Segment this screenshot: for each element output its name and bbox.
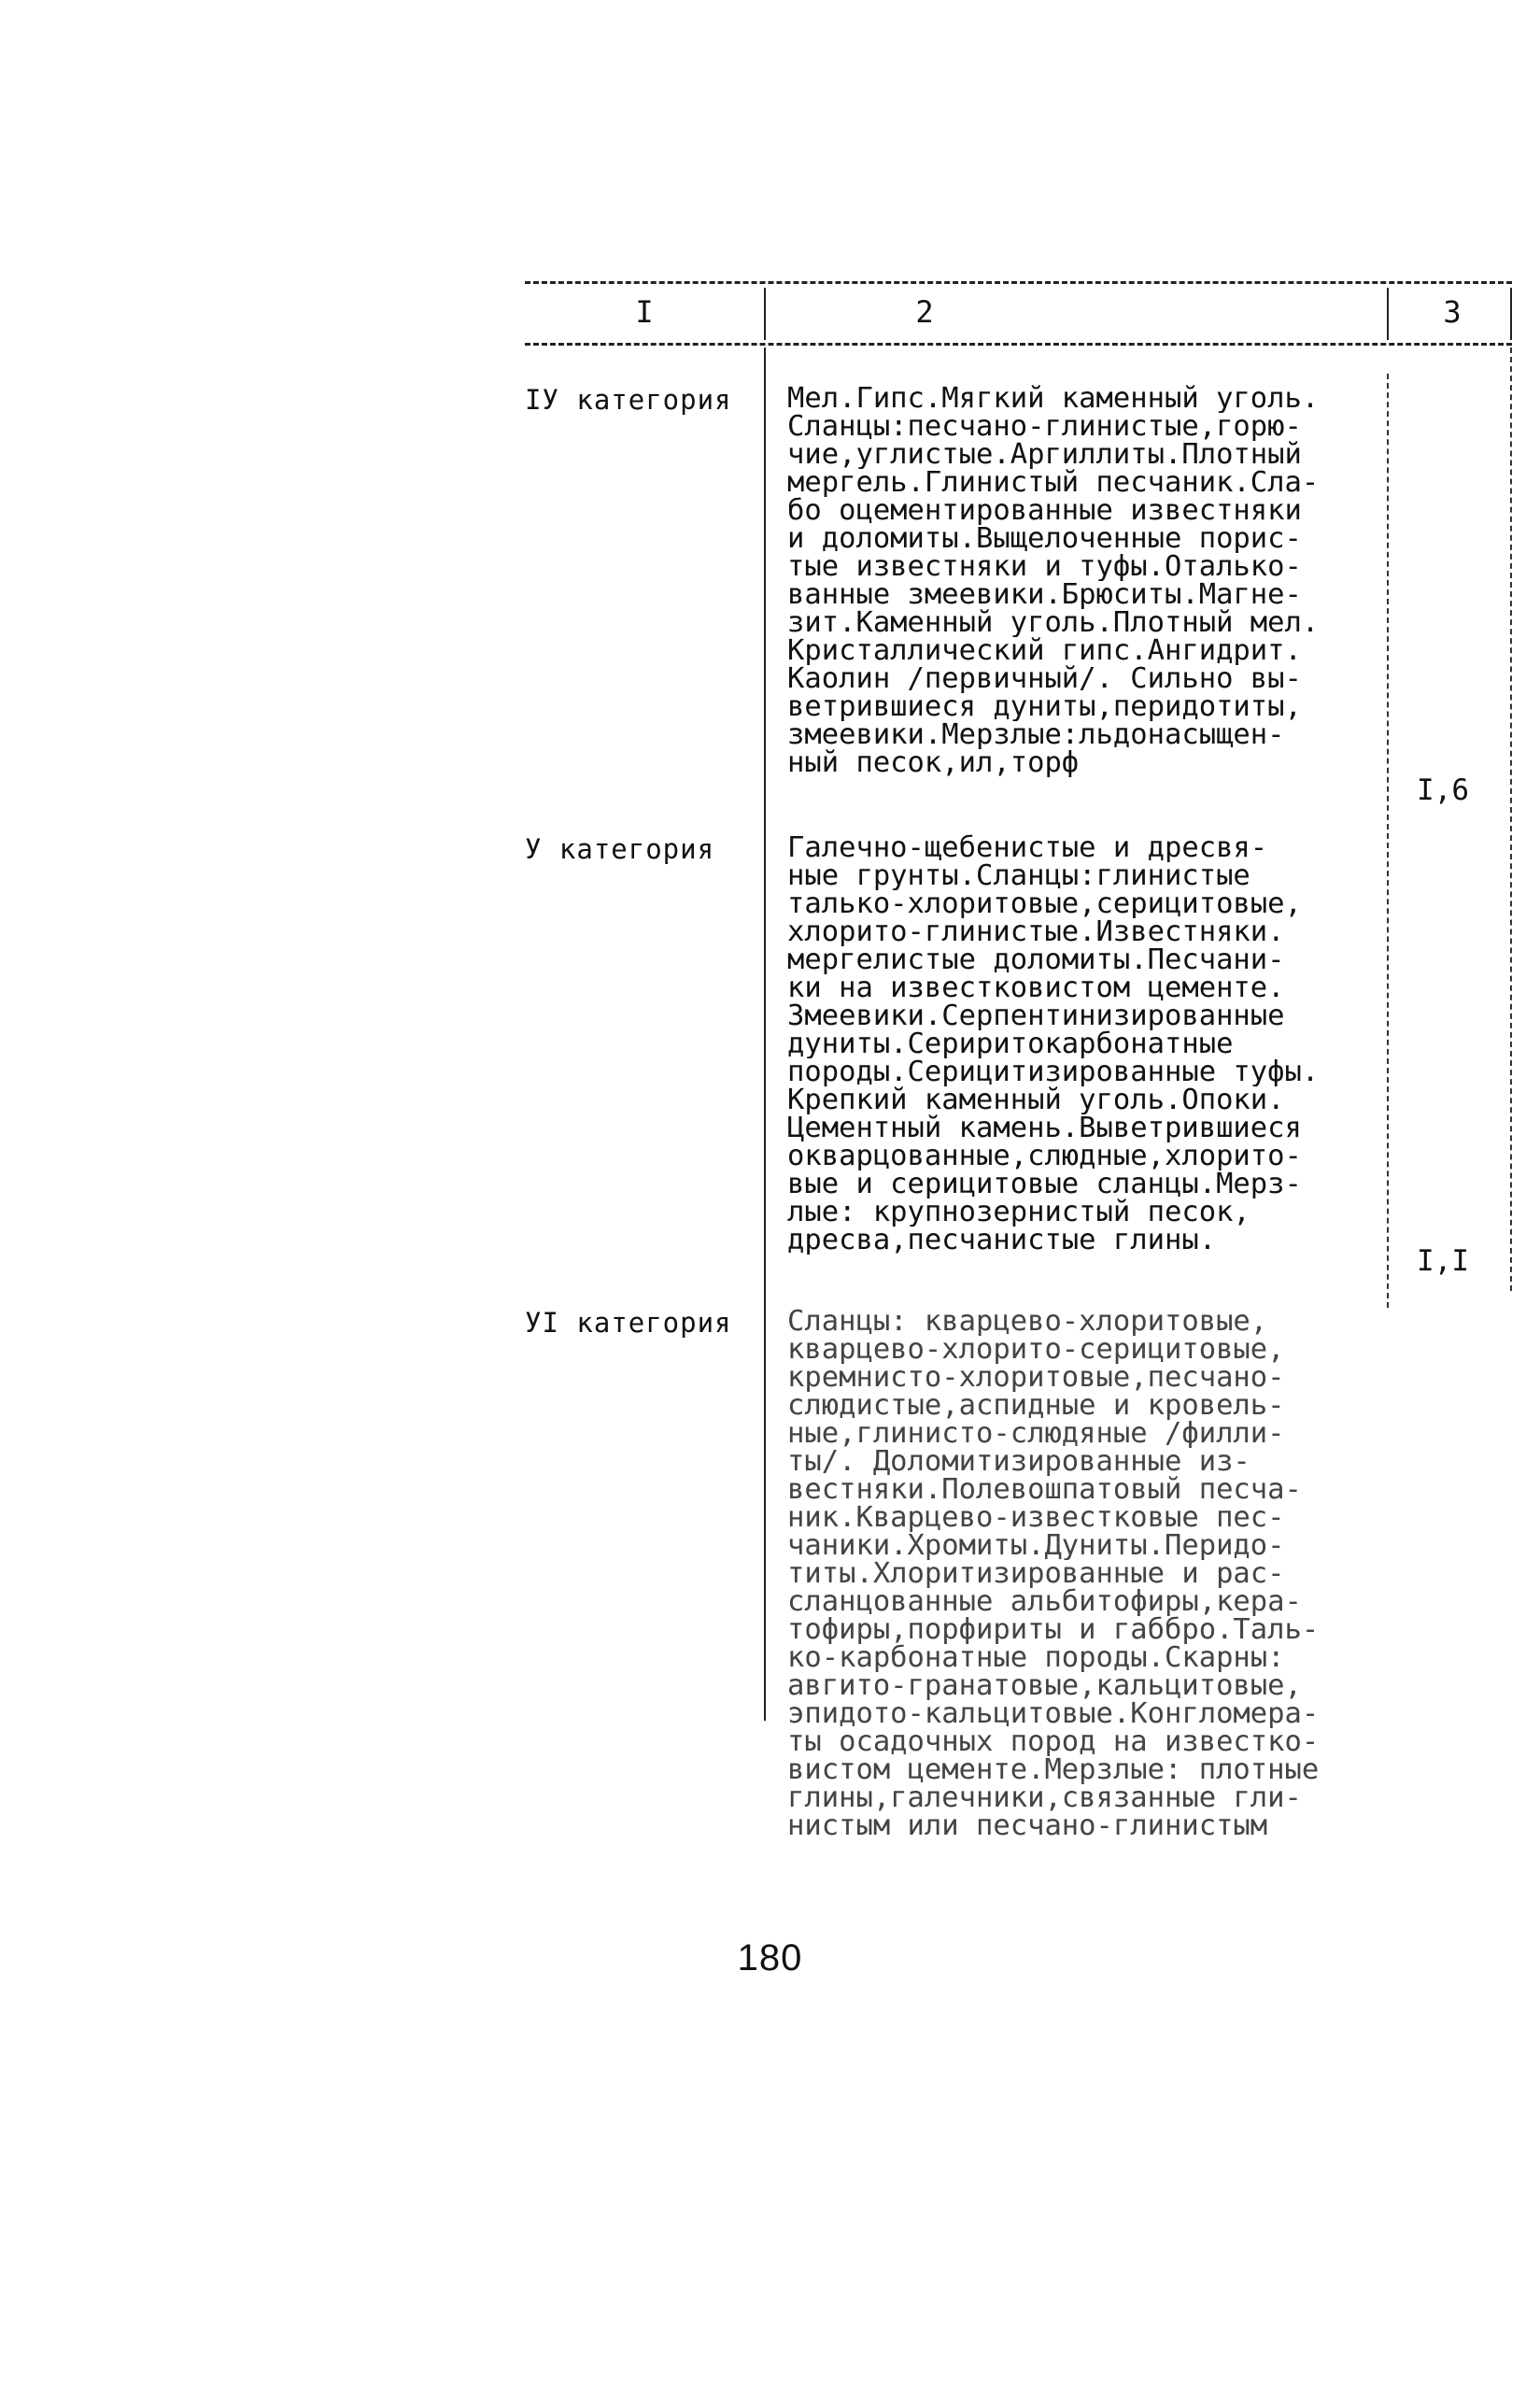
text-line: Сланцы:песчано-глинистые,горю- bbox=[787, 413, 1302, 441]
column-header-3: 3 bbox=[1443, 294, 1462, 330]
text-line: бо оцементированные известняки bbox=[787, 497, 1302, 525]
text-line: ко-карбонатные породы.Скарны: bbox=[787, 1644, 1285, 1672]
text-line: ный песок,ил,торф bbox=[787, 749, 1080, 777]
rock-description-5 bbox=[787, 834, 1385, 1255]
coefficient-4: I,6 bbox=[1417, 773, 1469, 807]
text-line: слюдистые,аспидные и кровель- bbox=[787, 1392, 1285, 1420]
text-line: лые: крупнозернистый песок, bbox=[787, 1198, 1250, 1227]
text-line: глины,галечники,связанные гли- bbox=[787, 1784, 1302, 1812]
text-line: тые известняки и туфы.Оталько- bbox=[787, 553, 1302, 581]
text-line: хлорито-глинистые.Известняки. bbox=[787, 918, 1285, 946]
text-line: ты осадочных пород на известко- bbox=[787, 1728, 1320, 1756]
text-line: вые и серицитовые сланцы.Мерз- bbox=[787, 1170, 1302, 1198]
text-line: породы.Серицитизированные туфы. bbox=[787, 1058, 1320, 1086]
text-line: сланцованные альбитофиры,кера- bbox=[787, 1588, 1302, 1616]
column-separator-2 bbox=[1387, 374, 1389, 1308]
column-separator-1 bbox=[764, 347, 766, 1721]
text-line: ные,глинисто-слюдяные /филли- bbox=[787, 1420, 1285, 1448]
text-line: зит.Каменный уголь.Плотный мел. bbox=[787, 609, 1320, 637]
coefficient-5: I,I bbox=[1417, 1244, 1469, 1278]
text-line: ты/. Доломитизированные из- bbox=[787, 1448, 1250, 1476]
text-line: чаники.Хромиты.Дуниты.Перидо- bbox=[787, 1532, 1285, 1560]
text-line: ки на известковистом цементе. bbox=[787, 974, 1285, 1002]
column-separator-2 bbox=[1387, 288, 1389, 340]
category-label-6: УI категория bbox=[525, 1307, 732, 1339]
text-line: Сланцы: кварцево-хлоритовые, bbox=[787, 1308, 1268, 1336]
text-line: Кристаллический гипс.Ангидрит. bbox=[787, 637, 1302, 665]
text-line: дресва,песчанистые глины. bbox=[787, 1227, 1217, 1255]
text-line: эпидото-кальцитовые.Конгломера- bbox=[787, 1700, 1320, 1728]
text-line: авгито-гранатовые,кальцитовые, bbox=[787, 1672, 1302, 1700]
text-line: дуниты.Сериритокарбонатные bbox=[787, 1030, 1234, 1058]
text-line: кварцево-хлорито-серицитовые, bbox=[787, 1336, 1285, 1364]
text-line: кремнисто-хлоритовые,песчано- bbox=[787, 1364, 1285, 1392]
text-line: ванные змеевики.Брюситы.Магне- bbox=[787, 581, 1302, 609]
rock-description-6 bbox=[787, 1308, 1385, 1840]
text-line: нистым или песчано-глинистым bbox=[787, 1812, 1268, 1840]
text-line: ные грунты.Сланцы:глинистые bbox=[787, 862, 1250, 890]
text-line: ветрившиеся дуниты,перидотиты, bbox=[787, 693, 1302, 721]
column-header-1: I bbox=[635, 294, 654, 330]
text-line: тофиры,порфириты и габбро.Таль- bbox=[787, 1616, 1320, 1644]
table-top-rule bbox=[525, 281, 1512, 284]
text-line: Галечно-щебенистые и дресвя- bbox=[787, 834, 1268, 862]
rock-description-4 bbox=[787, 385, 1385, 777]
text-line: змеевики.Мерзлые:льдонасыщен- bbox=[787, 721, 1285, 749]
column-separator-3 bbox=[1510, 288, 1512, 340]
column-header-2: 2 bbox=[915, 294, 934, 330]
text-line: Каолин /первичный/. Сильно вы- bbox=[787, 665, 1302, 693]
column-separator-3 bbox=[1510, 347, 1512, 1291]
text-line: Крепкий каменный уголь.Опоки. bbox=[787, 1086, 1285, 1114]
category-label-5: У категория bbox=[525, 833, 715, 865]
text-line: Мел.Гипс.Мягкий каменный уголь. bbox=[787, 385, 1320, 413]
page-number: 180 bbox=[737, 1937, 803, 1979]
text-line: вистом цементе.Мерзлые: плотные bbox=[787, 1756, 1320, 1784]
column-separator-1 bbox=[764, 288, 766, 340]
text-line: окварцованные,слюдные,хлорито- bbox=[787, 1142, 1302, 1170]
header-bottom-rule bbox=[525, 343, 1512, 346]
text-line: чие,углистые.Аргиллиты.Плотный bbox=[787, 441, 1302, 469]
text-line: Цементный камень.Выветрившиеся bbox=[787, 1114, 1302, 1142]
text-line: ник.Кварцево-известковые пес- bbox=[787, 1504, 1285, 1532]
text-line: вестняки.Полевошпатовый песча- bbox=[787, 1476, 1302, 1504]
text-line: Змеевики.Серпентинизированные bbox=[787, 1002, 1285, 1030]
text-line: и доломиты.Выщелоченные порис- bbox=[787, 525, 1302, 553]
text-line: титы.Хлоритизированные и рас- bbox=[787, 1560, 1285, 1588]
text-line: мергель.Глинистый песчаник.Сла- bbox=[787, 469, 1320, 497]
text-line: талько-хлоритовые,серицитовые, bbox=[787, 890, 1302, 918]
text-line: мергелистые доломиты.Песчани- bbox=[787, 946, 1285, 974]
category-label-4: IУ категория bbox=[525, 384, 732, 416]
